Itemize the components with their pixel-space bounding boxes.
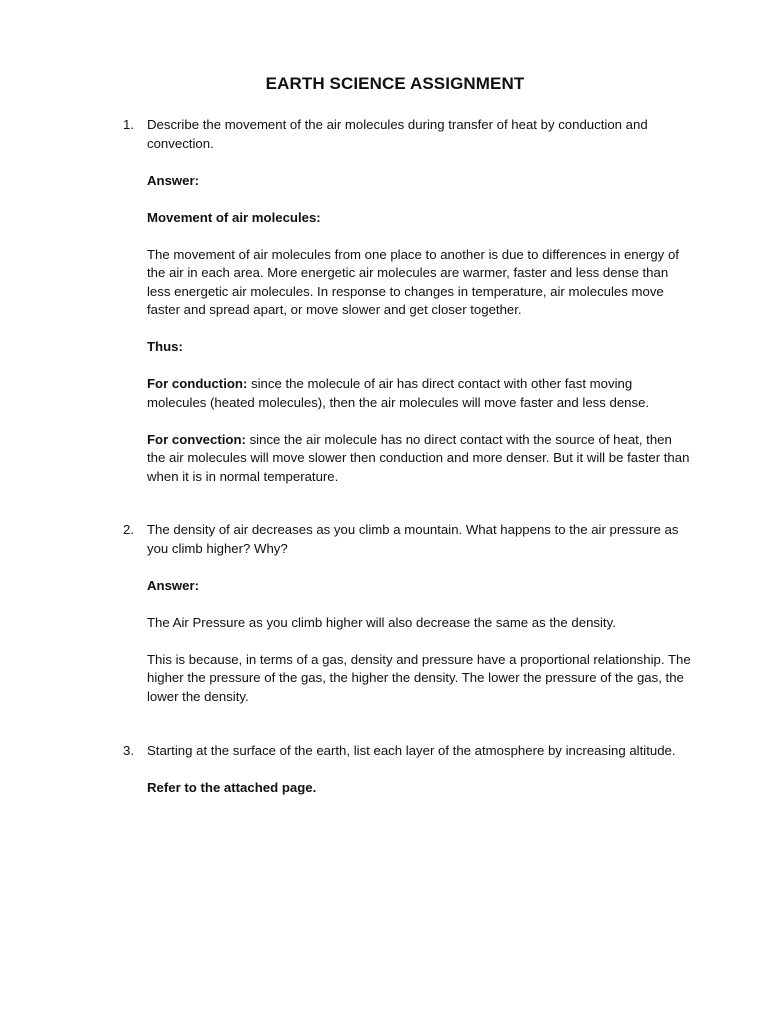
answer-label: Answer: — [147, 172, 200, 188]
question-number: 2. — [123, 522, 134, 537]
conduction-text: since the molecule of air has direct contact with other fast moving molecules (heated molecules), then the air molecules will move faster and less dense. — [147, 376, 650, 410]
convection-lead: For convection: — [147, 431, 246, 447]
convection-paragraph — [147, 431, 693, 487]
question-2 — [123, 521, 693, 725]
answer-paragraph: The movement of air molecules from one place to another is due to differences in energy of the air in each area. More energetic air molecules are warmer, faster and less dense than less energetic air molecules. In response to changes in temperature, air molecules move faster and spread apart, or move slower and get closer together. — [147, 246, 679, 317]
answer-subheading: Movement of air molecules: — [147, 209, 321, 225]
thus-label: Thus: — [147, 339, 183, 354]
question-prompt: The density of air decreases as you climb a mountain. What happens to the air pressure as you climb higher? Why? — [147, 522, 679, 556]
question-body — [147, 521, 693, 706]
convection-text: since the air molecule has no direct contact with the source of heat, then the air molecules will move slower then conduction and more denser. But it will be faster than when it is in normal temperature. — [147, 431, 690, 484]
question-prompt: Starting at the surface of the earth, list each layer of the atmosphere by increasing altitude. — [147, 743, 676, 758]
answer-paragraph-2: This is because, in terms of a gas, density and pressure have a proportional relationship. The higher the pressure of the gas, the higher the density. The lower the pressure of the gas, the lower the density. — [147, 651, 691, 704]
question-number: 3. — [123, 743, 134, 758]
question-3 — [123, 742, 693, 816]
question-number: 1. — [123, 117, 134, 132]
question-prompt: Describe the movement of the air molecules during transfer of heat by conduction and convection. — [147, 117, 648, 151]
answer-paragraph-1: The Air Pressure as you climb higher will also decrease the same as the density. — [147, 614, 616, 630]
conduction-paragraph — [147, 375, 693, 412]
question-body — [147, 116, 693, 486]
conduction-lead: For conduction: — [147, 376, 248, 391]
page-title: EARTH SCIENCE ASSIGNMENT — [265, 74, 525, 93]
reference-note: Refer to the attached page. — [147, 780, 317, 795]
question-body — [147, 742, 693, 798]
answer-label: Answer: — [147, 577, 200, 593]
question-1 — [123, 116, 693, 505]
